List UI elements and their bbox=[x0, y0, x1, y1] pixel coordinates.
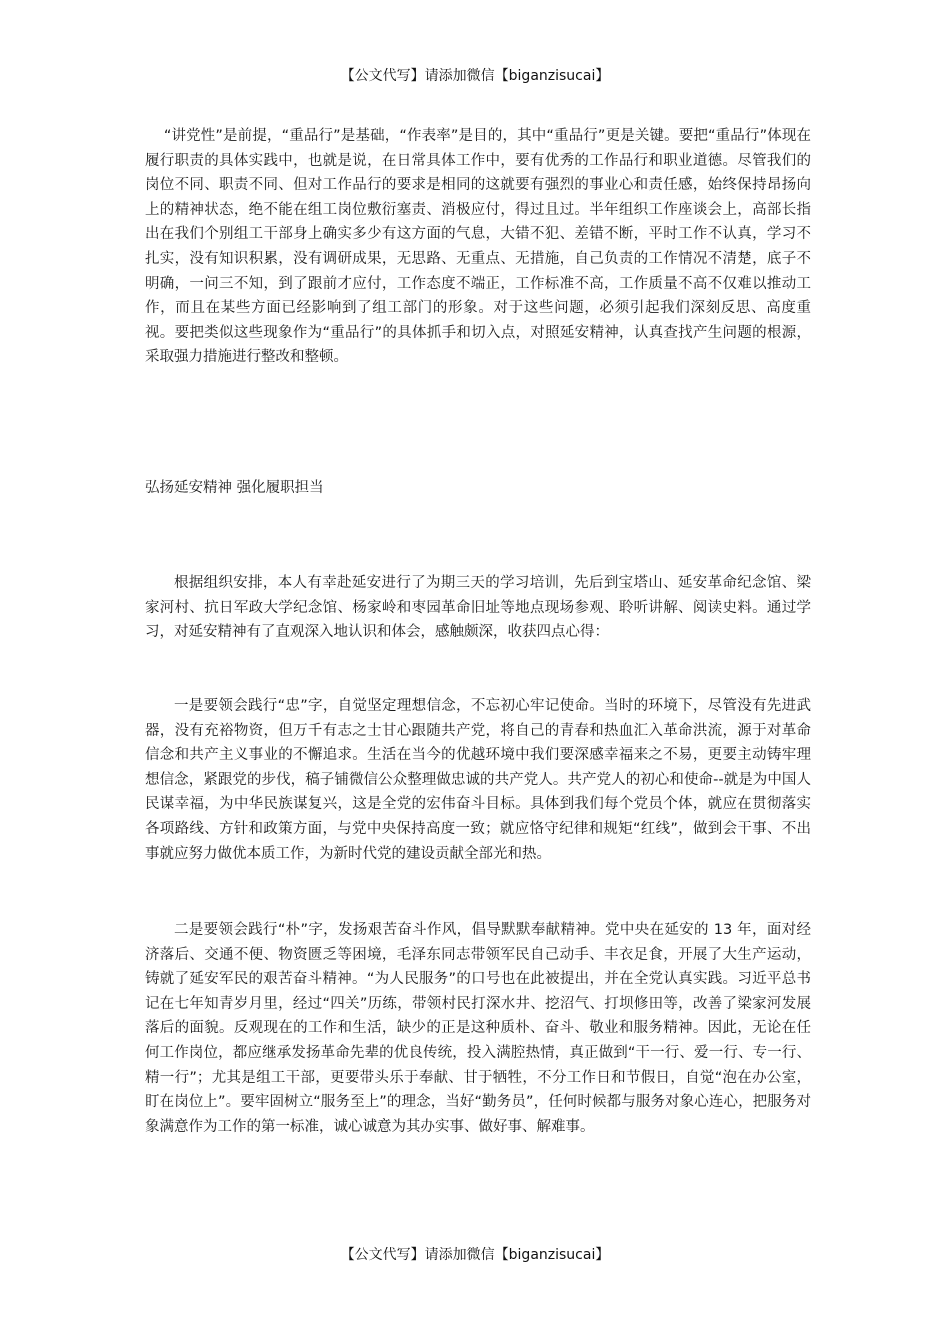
point-two-paragraph: 二是要领会践行“朴”字，发扬艰苦奋斗作风，倡导默默奉献精神。党中央在延安的 13 年，面对经济落后、交通不便、物资匮乏等困境，毛泽东同志带领军民自己动手、丰衣足食，开展了大生产运动，铸就了延安军民的艰苦奋斗精神。“为人民服务”的口号也在此被提出，并在全党认真实践。习近平总书记在七年知青岁月里，经过“四关”历练，带领村民打深水井、挖沼气、打坝修田等，改善了梁家河发展落后的面貌。反观现在的工作和生活，缺少的正是这种质朴、奋斗、敬业和服务精神。因此，无论在任何工作岗位，都应继承发扬革命先辈的优良传统，投入满腔热情，真正做到“干一行、爱一行、专一行、精一行”；尤其是组工干部，更要带头乐于奉献、甘于牺牲，不分工作日和节假日，自觉“泡在办公室，盯在岗位上”。要牢固树立“服务至上”的理念，当好“勤务员”，任何时候都与服务对象心连心，把服务对象满意作为工作的第一标准，诚心诚意为其办实事、做好事、解难事。 bbox=[145, 922, 811, 1135]
opening-paragraph-block bbox=[145, 571, 811, 645]
intro-paragraph: “讲党性”是前提，“重品行”是基础，“作表率”是目的，其中“重品行”更是关键。要把“重品行”体现在履行职责的具体实践中，也就是说，在日常具体工作中，要有优秀的工作品行和职业道德。尽管我们的岗位不同、职责不同、但对工作品行的要求是相同的这就要有强烈的事业心和责任感，始终保持昂扬向上的精神状态，绝不能在组工岗位敷衍塞责、消极应付，得过且过。半年组织工作座谈会上，高部长指出在我们个别组工干部身上确实多少有这方面的气息，大错不犯、差错不断，平时工作不认真，学习不扎实，没有知识积累，没有调研成果，无思路、无重点、无措施，自己负责的工作情况不清楚，底子不明确，一问三不知，到了跟前才应付，工作态度不端正，工作标准不高，工作质量不高不仅难以推动工作，而且在某些方面已经影响到了组工部门的形象。对于这些问题，必须引起我们深刻反思、高度重视。要把类似这些现象作为“重品行”的具体抓手和切入点，对照延安精神，认真查找产生问题的根源，采取强力措施进行整改和整顿。 bbox=[145, 128, 811, 366]
point-one-paragraph-block bbox=[145, 694, 811, 866]
page-footer: 【公文代写】请添加微信【biganzisucai】 bbox=[340, 1247, 610, 1263]
section-subtitle: 弘扬延安精神 强化履职担当 bbox=[145, 480, 324, 496]
opening-paragraph: 根据组织安排，本人有幸赴延安进行了为期三天的学习培训，先后到宝塔山、延安革命纪念馆、梁家河村、抗日军政大学纪念馆、杨家岭和枣园革命旧址等地点现场参观、聆听讲解、阅读史料。通过学习，对延安精神有了直观深入地认识和体会，感触颇深，收获四点心得： bbox=[145, 575, 811, 641]
point-two-paragraph-block bbox=[145, 918, 811, 1139]
page-header: 【公文代写】请添加微信【biganzisucai】 bbox=[340, 68, 610, 84]
intro-paragraph-block bbox=[145, 124, 811, 370]
point-one-paragraph: 一是要领会践行“忠”字，自觉坚定理想信念，不忘初心牢记使命。当时的环境下，尽管没有先进武器，没有充裕物资，但万千有志之士甘心跟随共产党，将自己的青春和热血汇入革命洪流，源于对革命信念和共产主义事业的不懈追求。生活在当今的优越环境中我们要深感幸福来之不易，更要主动铸牢理想信念，紧跟党的步伐，稿子铺微信公众整理做忠诚的共产党人。共产党人的初心和使命--就是为中国人民谋幸福，为中华民族谋复兴，这是全党的宏伟奋斗目标。具体到我们每个党员个体，就应在贯彻落实各项路线、方针和政策方面，与党中央保持高度一致；就应恪守纪律和规矩“红线”，做到会干事、不出事就应努力做优本质工作，为新时代党的建设贡献全部光和热。 bbox=[145, 698, 811, 862]
